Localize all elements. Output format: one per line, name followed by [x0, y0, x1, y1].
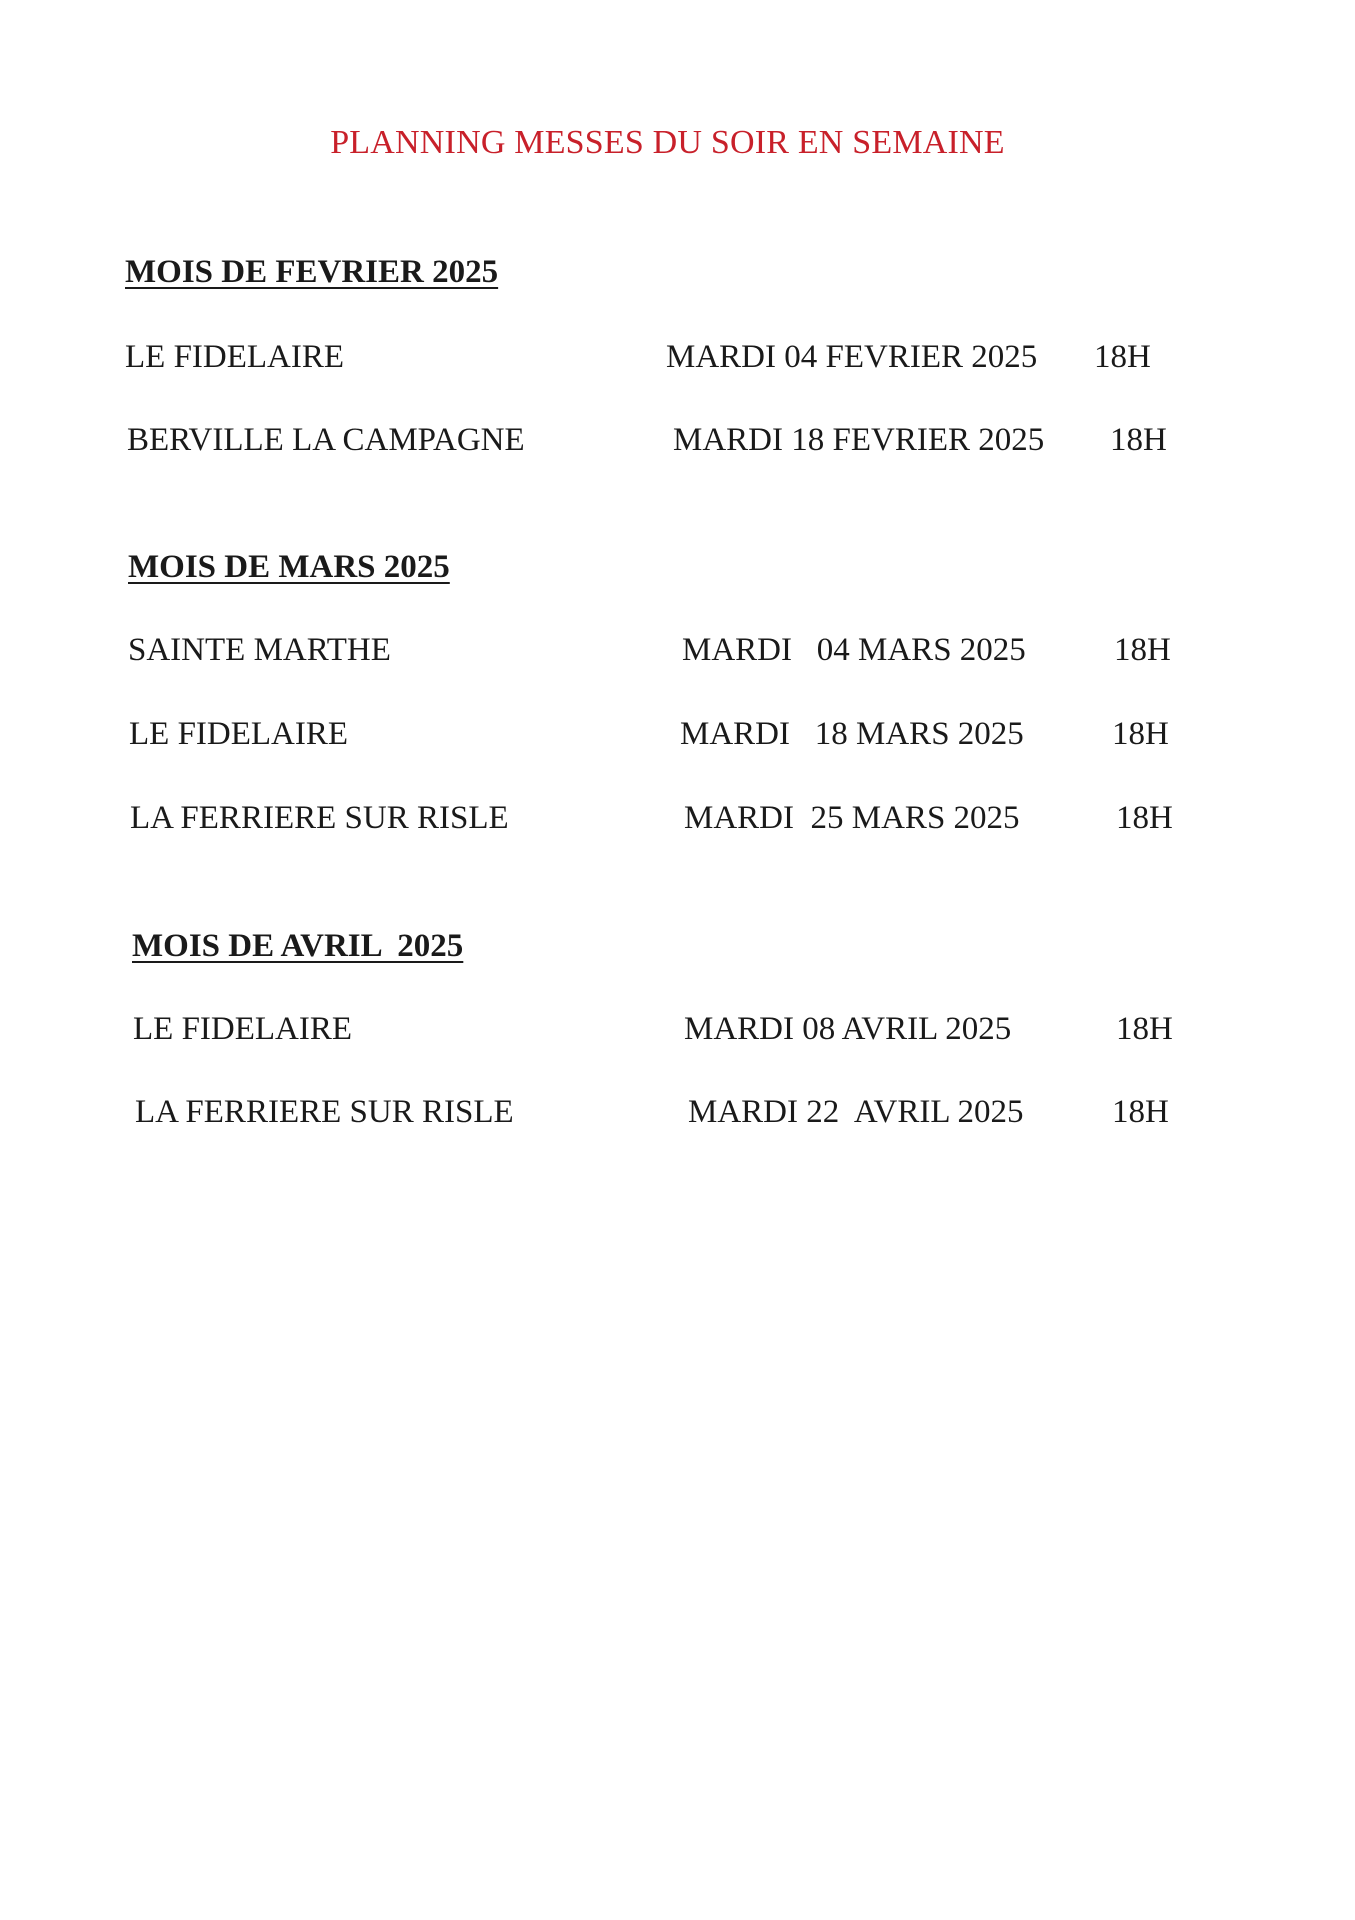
month-heading-mars: MOIS DE MARS 2025	[128, 549, 450, 585]
place-label: LE FIDELAIRE	[129, 716, 349, 752]
date-label: MARDI 04 MARS 2025	[682, 632, 1026, 668]
schedule-row	[0, 339, 1355, 383]
date-label: MARDI 08 AVRIL 2025	[684, 1011, 1012, 1047]
date-label: MARDI 22 AVRIL 2025	[688, 1094, 1024, 1130]
schedule-row	[0, 422, 1355, 466]
time-label: 18H	[1094, 339, 1151, 375]
schedule-row	[0, 716, 1355, 760]
place-label: BERVILLE LA CAMPAGNE	[127, 422, 525, 458]
time-label: 18H	[1116, 800, 1173, 836]
time-label: 18H	[1112, 1094, 1169, 1130]
time-label: 18H	[1114, 632, 1171, 668]
page-title: PLANNING MESSES DU SOIR EN SEMAINE	[330, 124, 1005, 161]
schedule-row	[0, 800, 1355, 844]
place-label: LE FIDELAIRE	[125, 339, 345, 375]
date-label: MARDI 18 MARS 2025	[680, 716, 1024, 752]
date-label: MARDI 25 MARS 2025	[684, 800, 1020, 836]
month-heading-avril: MOIS DE AVRIL 2025	[132, 928, 464, 964]
place-label: LA FERRIERE SUR RISLE	[130, 800, 509, 836]
schedule-row	[0, 1011, 1355, 1055]
date-label: MARDI 04 FEVRIER 2025	[666, 339, 1038, 375]
time-label: 18H	[1112, 716, 1169, 752]
schedule-row	[0, 1094, 1355, 1138]
place-label: SAINTE MARTHE	[128, 632, 391, 668]
place-label: LE FIDELAIRE	[133, 1011, 353, 1047]
date-label: MARDI 18 FEVRIER 2025	[673, 422, 1045, 458]
schedule-row	[0, 632, 1355, 676]
time-label: 18H	[1116, 1011, 1173, 1047]
time-label: 18H	[1110, 422, 1167, 458]
place-label: LA FERRIERE SUR RISLE	[135, 1094, 514, 1130]
month-heading-fevrier: MOIS DE FEVRIER 2025	[125, 254, 499, 290]
